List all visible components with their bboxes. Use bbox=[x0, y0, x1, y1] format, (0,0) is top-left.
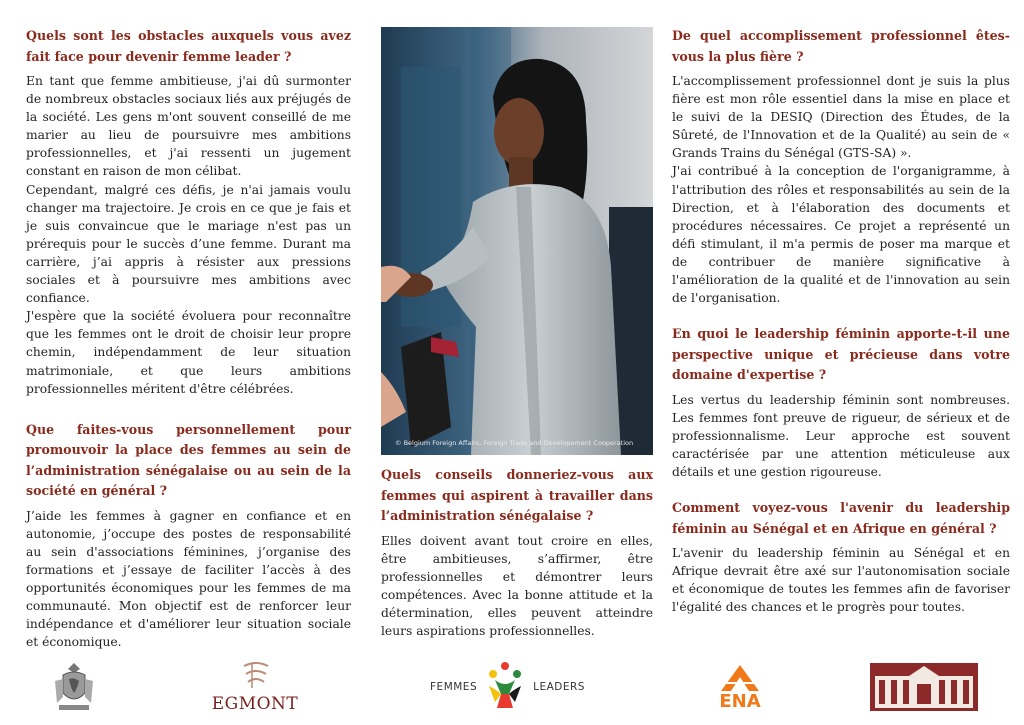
portrait-illustration bbox=[381, 27, 653, 455]
belgium-coat-of-arms-logo bbox=[44, 652, 104, 722]
question-future: Comment voyez-vous l'avenir du leadership féminin au Sénégal et en Afrique en général ? bbox=[672, 500, 1010, 536]
question-unique-perspective: En quoi le leadership féminin apporte-t-il une perspective unique et précieuse dans votre domaine d'expertise ? bbox=[672, 326, 1010, 383]
column-right bbox=[672, 26, 1010, 617]
answer-promotion: J’aide les femmes à gagner en confiance et en autonomie, j’occupe des postes de responsabilité au sein d'associations féminines, j’organise des formations et j’essaye de faciliter l’accès à des opportunités économiques pour les femmes de ma communauté. Mon objectif est de renforcer leur indépendance et d'améliorer leur situation sociale et économique. bbox=[26, 508, 351, 650]
answer-unique-perspective: Les vertus du leadership féminin sont nombreuses. Les femmes font preuve de rigueur, de sérieux et de professionnalisme. Leur approche est souvent caractérisée par une attention méticuleuse aux détails et une gestion rigoureuse. bbox=[672, 392, 1010, 480]
ena-logo bbox=[705, 652, 775, 722]
question-accomplishment: De quel accomplissement professionnel êtes-vous la plus fière ? bbox=[672, 28, 1010, 64]
question-promotion: Que faites-vous personnellement pour promouvoir la place des femmes au sein de l’administration sénégalaise ou au sein de la société en général ? bbox=[26, 421, 351, 499]
femmes-leaders-emblem-icon bbox=[485, 660, 525, 714]
answer-obstacles-p2: Cependant, malgré ces défis, je n'ai jamais voulu changer ma trajectoire. Je crois en ce que je fais et je suis convaincue que le mariage n'est pas un prérequis pour le succès d’une femme. Durant ma carrière, j’ai appris à résister aux pressions sociales et à poursuivre mes ambitions avec confiance. bbox=[26, 182, 351, 306]
egmont-wordmark: EGMONT bbox=[211, 694, 299, 714]
portrait-photo bbox=[381, 27, 653, 455]
ena-emblem-icon bbox=[717, 663, 763, 693]
egmont-emblem-icon bbox=[236, 660, 274, 692]
answer-obstacles-p3: J'espère que la société évoluera pour reconnaître que les femmes ont le droit de choisir leur propre chemin, indépendamment de leur situation matrimoniale, et que leurs ambitions professionnelles méritent d'être célébrées. bbox=[26, 309, 351, 396]
answer-advice: Elles doivent avant tout croire en elles, être ambitieuses, s’affirmer, être professionnelles et démontrer leurs compétences. Avec la bonne attitude et la détermination, elles peuvent atteindre leurs aspirations professionnelles. bbox=[381, 533, 653, 638]
partner-logos bbox=[0, 652, 1024, 722]
photo-credit: © Belgium Foreign Affairs, Foreign Trade and Developement Cooperation bbox=[395, 439, 634, 447]
egmont-logo bbox=[200, 652, 310, 722]
ena-wordmark: ENA bbox=[719, 690, 761, 712]
answer-accomplishment-p2: J'ai contribué à la conception de l'organigramme, à l'attribution des rôles et responsabilités au sein de la Direction, et à l'élaboration des documents et procédures nécessaires. Ce projet a représenté un défi stimulant, il m'a permis de poser ma marque et de contribuer de manière significative à l'amélioration de la qualité et de l'innovation au sein de l'organisation. bbox=[672, 164, 1010, 306]
answer-obstacles-p1: En tant que femme ambitieuse, j'ai dû surmonter de nombreux obstacles sociaux liés aux préjugés de la société. Les gens m'ont souvent conseillé de me marier au lieu de poursuivre mes ambitions professionnelles, et j'ai ressenti un jugement constant en raison de mon célibat. bbox=[26, 74, 351, 179]
building-icon bbox=[869, 662, 979, 712]
column-middle bbox=[381, 26, 653, 640]
femmes-leaders-logo bbox=[425, 652, 590, 722]
building-logo bbox=[868, 652, 980, 722]
column-left bbox=[26, 26, 351, 651]
answer-future: L'avenir du leadership féminin au Sénégal et en Afrique devrait être axé sur l'autonomisation sociale et économique de toutes les femmes afin de favoriser l'égalité des chances et le progrès pour toutes. bbox=[672, 546, 1010, 615]
femmes-word: FEMMES bbox=[430, 681, 478, 693]
leaders-word: LEADERS bbox=[533, 681, 585, 693]
question-advice: Quels conseils donneriez-vous aux femmes qui aspirent à travailler dans l’administration sénégalaise ? bbox=[381, 467, 653, 523]
question-obstacles: Quels sont les obstacles auxquels vous avez fait face pour devenir femme leader ? bbox=[26, 28, 351, 64]
answer-accomplishment-p1: L'accomplissement professionnel dont je suis la plus fière est mon rôle essentiel dans la mise en place et le suivi de la DESIQ (Direction des Études, de la Sûreté, de l'Innovation et de la Qualité) au sein de « Grands Trains du Sénégal (GTS-SA) ». bbox=[672, 74, 1010, 161]
coat-of-arms-icon bbox=[49, 659, 99, 715]
